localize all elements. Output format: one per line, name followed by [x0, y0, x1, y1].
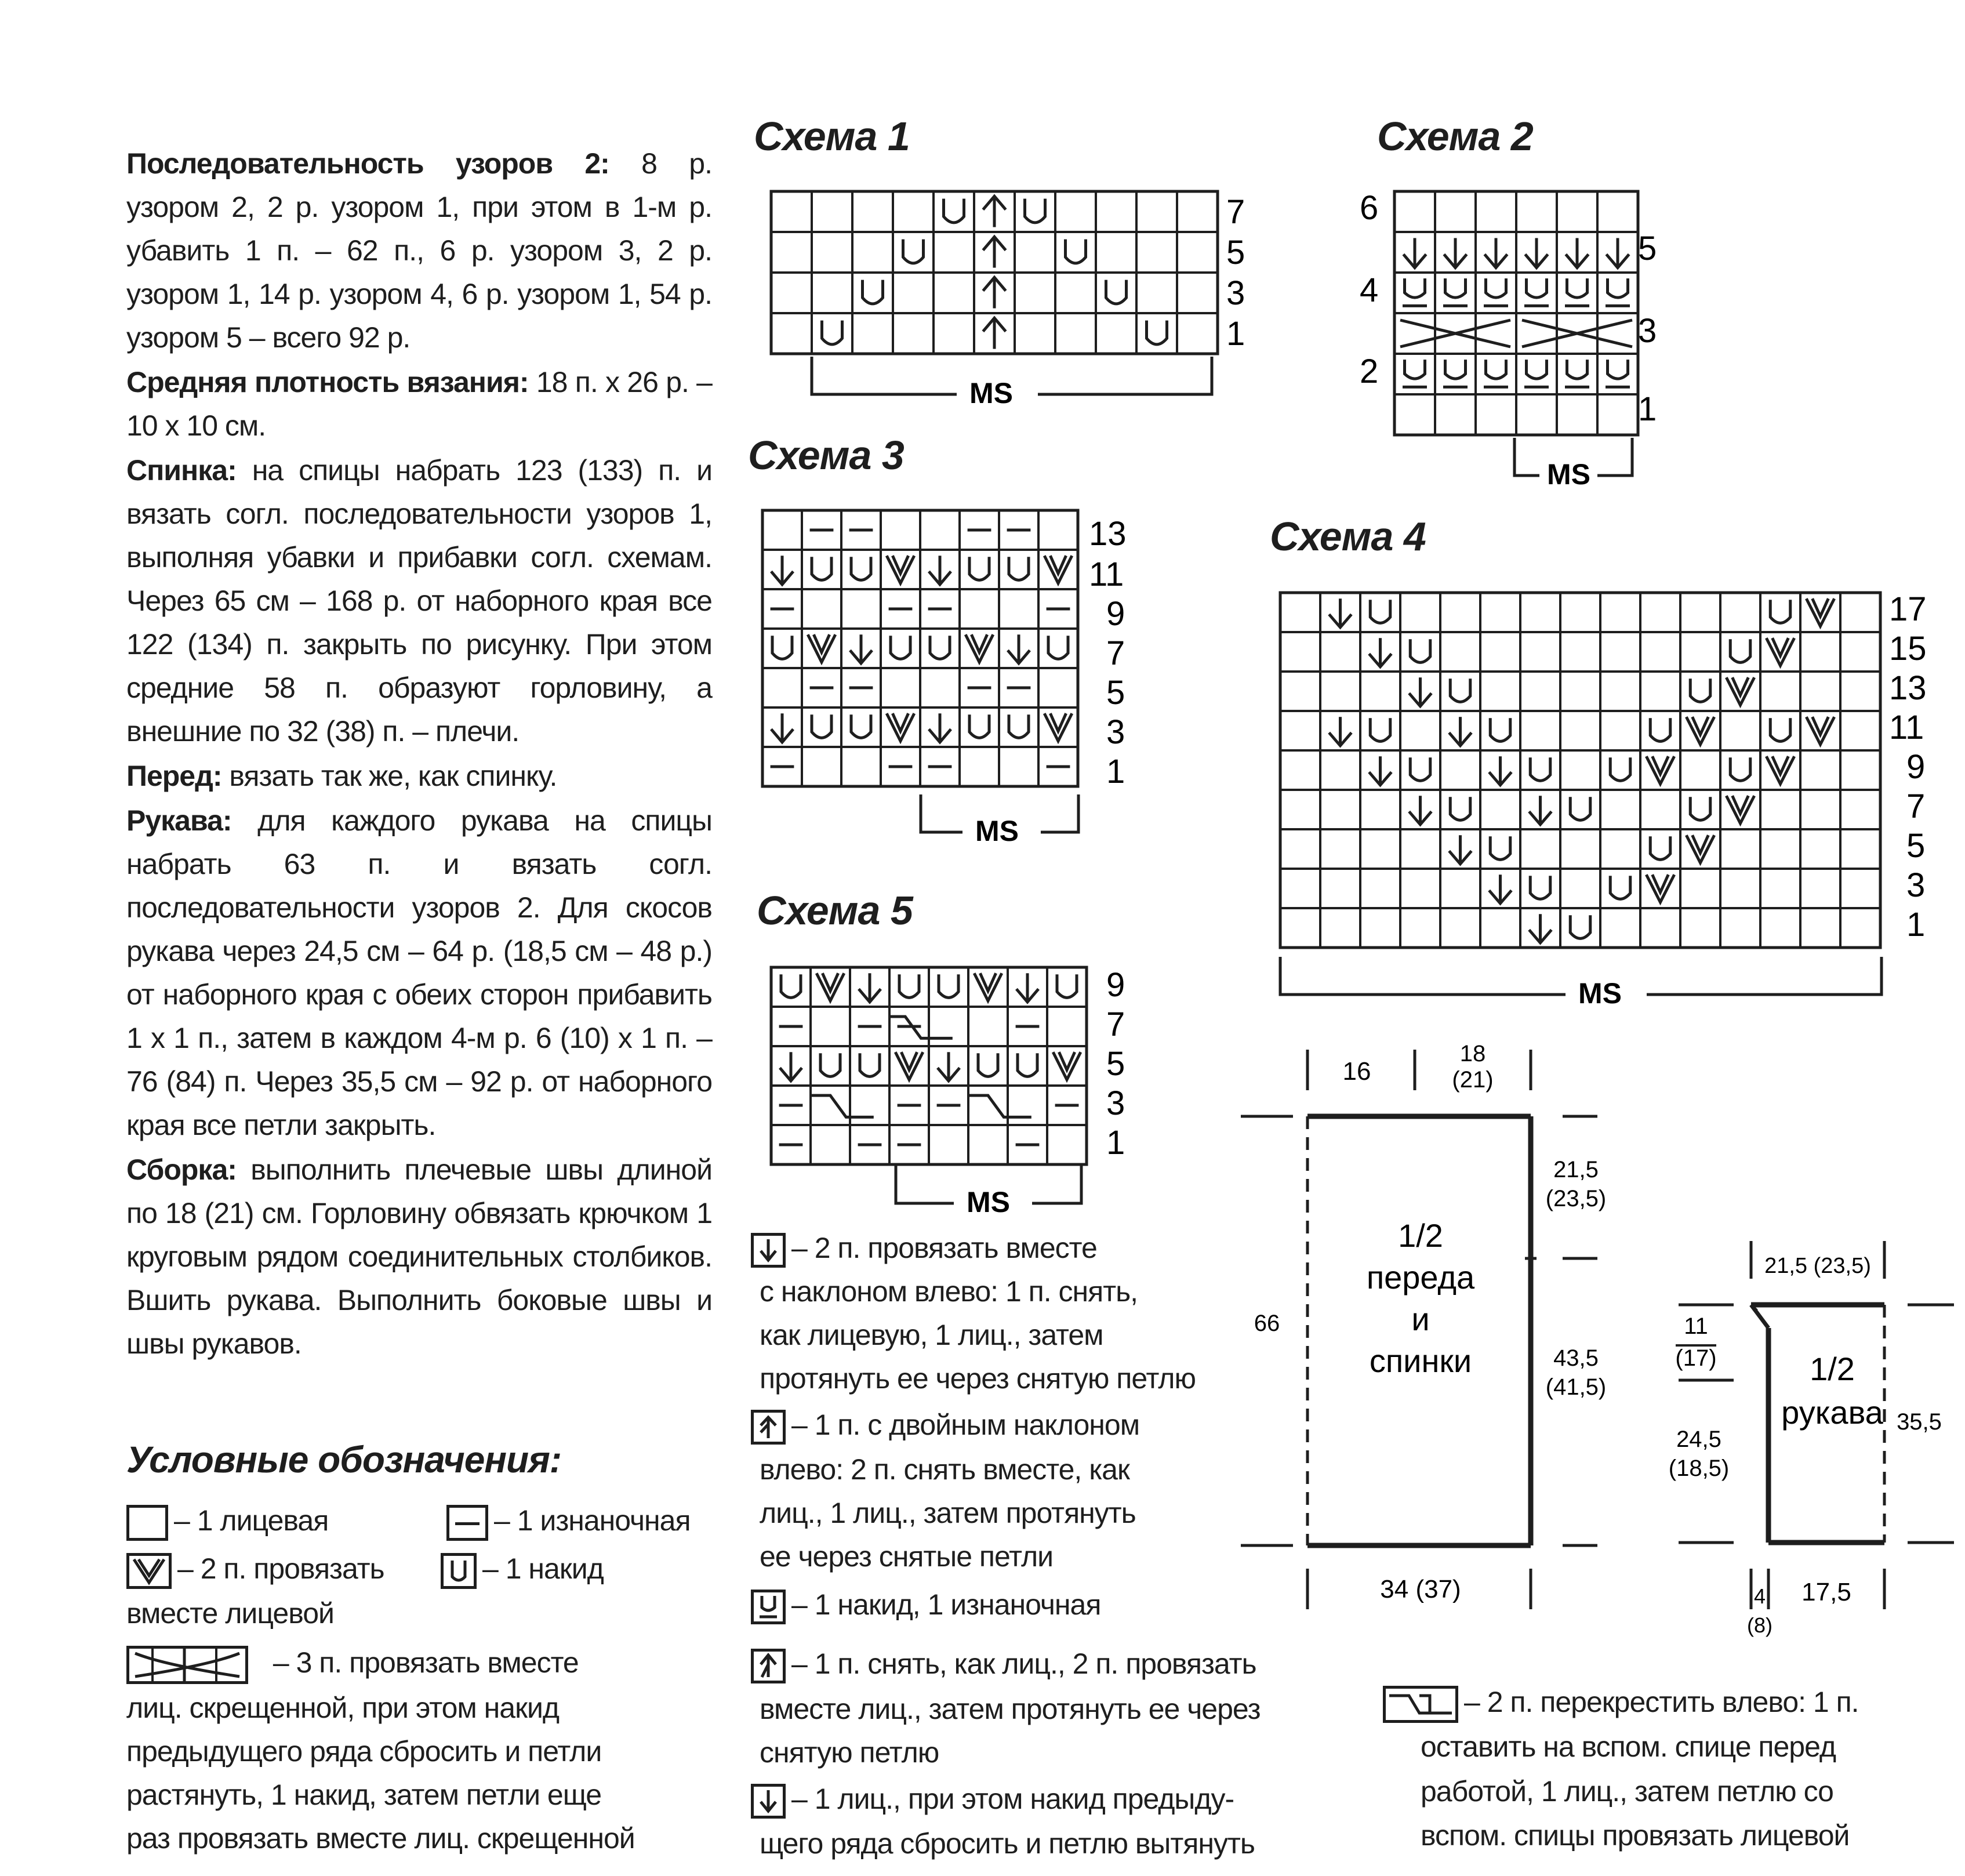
k2tog-stitch-icon: [1726, 677, 1754, 705]
yarn-over-icon: [1009, 714, 1029, 738]
symbol-desc-line: с наклоном влево: 1 п. снять,: [760, 1275, 1138, 1308]
yarn-over-icon: [1057, 974, 1077, 997]
yarn-over-icon: [781, 974, 801, 997]
body-label: переда: [1366, 1259, 1475, 1296]
yarn-over-icon: [1570, 797, 1590, 820]
yarn-over-icon: [978, 1053, 998, 1076]
legend-knit: – 1 лицевая: [126, 1499, 328, 1543]
knit-drop-yo-icon: [751, 1784, 786, 1819]
k2tog-stitch-icon: [1766, 756, 1794, 784]
schema-5-grid: [771, 967, 1087, 1164]
symbol-desc-ssk: – 2 п. провязать вместе: [751, 1227, 1097, 1270]
body-label: и: [1411, 1301, 1430, 1337]
yarn-over-icon: [1730, 757, 1750, 781]
cross-left-icon: [968, 1095, 1031, 1117]
body-label: спинки: [1369, 1342, 1472, 1379]
sleeve-dim-left-bottom: 24,5: [1676, 1427, 1721, 1452]
yarn-over-icon: [1490, 718, 1510, 741]
s4-row: 7: [1906, 788, 1926, 825]
yarn-over-icon: [891, 636, 910, 659]
double-decrease-icon: [983, 277, 1005, 308]
ssk-stitch-icon: [1369, 638, 1392, 667]
symbol-desc-line: влево: 2 п. снять вместе, как: [760, 1453, 1129, 1486]
schema-4-grid: [1280, 593, 1880, 948]
yarn-over-icon: [1650, 718, 1670, 741]
ssk-stitch-icon: [1444, 238, 1466, 268]
s3-row: 11: [1089, 556, 1124, 593]
symbol-desc-line: щего ряда сбросить и петлю вытянуть: [760, 1827, 1255, 1860]
symbol-desc-line: лиц., 1 лиц., затем протянуть: [760, 1497, 1136, 1529]
yarn-over-icon: [899, 974, 919, 997]
yarn-over-icon: [820, 1053, 840, 1076]
yo-purl-icon: [751, 1590, 786, 1624]
ssk-stitch-icon: [1369, 756, 1392, 785]
k3tog-cross-icon: [1400, 320, 1510, 347]
symbol-desc-line: вспом. спицы провязать лицевой: [1421, 1819, 1850, 1852]
s4-row: 9: [1906, 748, 1926, 786]
yarn-over-icon: [812, 557, 831, 580]
ssk-stitch-icon: [929, 556, 951, 585]
ssk-stitch-icon: [1566, 238, 1588, 268]
body-label: 1/2: [1398, 1217, 1443, 1254]
yarn-over-icon: [1486, 278, 1506, 297]
yarn-over-icon: [1770, 600, 1790, 623]
yarn-over-icon: [903, 240, 924, 263]
k2tog-stitch-icon: [887, 713, 914, 741]
ssk-stitch-icon: [1409, 677, 1432, 706]
symbol-desc-line: ее через снятые петли: [760, 1540, 1054, 1573]
ssk-stitch-icon: [780, 1052, 802, 1081]
yarn-over-icon: [1147, 321, 1167, 344]
yarn-over-icon: [1690, 797, 1710, 820]
s1-ms: MS: [969, 377, 1013, 409]
yarn-over-icon: [772, 636, 792, 659]
ssk-stitch-icon: [1529, 796, 1552, 825]
symbol-desc-drop-yo: – 1 лиц., при этом накид предыду-: [751, 1777, 1234, 1821]
yarn-over-icon: [1370, 600, 1390, 623]
k2tog-stitch-icon: [1053, 1052, 1081, 1080]
yarn-over-icon: [1570, 915, 1590, 938]
yarn-over-icon: [1445, 360, 1466, 379]
ssk-stitch-icon: [1606, 238, 1629, 268]
body-dim-height: 66: [1254, 1311, 1280, 1336]
sleeve-dim-height: 35,5: [1897, 1409, 1942, 1435]
yarn-over-icon: [1770, 718, 1790, 741]
body-dim-top-left: 16: [1342, 1057, 1371, 1086]
s3-row: 5: [1106, 674, 1125, 712]
k2tog-stitch-icon: [1726, 796, 1754, 823]
ssk-stitch-icon: [771, 556, 793, 585]
ssk-stitch-icon: [1329, 598, 1352, 627]
instruction-back: Спинка: на спицы набрать 123 (133) п. и вязать согл. последовательности узоров 1, выполняя убавки и прибавки согл. схемам. Через 65 см – 168 р. от наборного края все 122 (134) п. закрыть по рисунку. При этом средние 58 п. образуют горловину, а внешние по 32 (38) п. – плечи.: [126, 454, 712, 748]
ssk-stitch-icon: [1449, 717, 1472, 746]
k2tog-stitch-icon: [974, 973, 1002, 1001]
instruction-sleeves: Рукава: для каждого рукава на спицы набрать 63 п. и вязать согл. последовательности узоров 2. Для скосов рукава через 24,5 см – 64 р. (18,5 см – 48 р.) от наборного края с обеих сторон прибавить 1 х 1 п., затем в каждом 4-м р. 6 (10) х 1 п. – 76 (84) п. Через 35,5 см – 92 р. от наборного края все петли закрыть.: [126, 804, 712, 1141]
legend-title: Условные обозначения:: [126, 1439, 562, 1481]
instruction-assembly: Сборка: выполнить плечевые швы длиной по 18 (21) см. Горловину обвязать крючком 1 круговым рядом соединительных столбиков. Вшить рукава. Выполнить боковые швы и швы рукавов.: [126, 1153, 712, 1360]
symbol-desc-yo-purl: – 1 накид, 1 изнаночная: [751, 1583, 1100, 1627]
symbol-desc-line: протянуть ее через снятую петлю: [760, 1362, 1196, 1395]
s2-ms: MS: [1547, 458, 1590, 491]
s5-ms: MS: [967, 1186, 1010, 1218]
yarn-over-icon: [1025, 199, 1045, 223]
yarn-over-icon: [1410, 639, 1430, 662]
yarn-over-icon: [1608, 360, 1628, 379]
s2-row-left: 4: [1360, 271, 1379, 309]
k2tog-stitch-icon: [887, 556, 914, 583]
schema-1-title: Схема 1: [754, 114, 910, 159]
ssk-stitch-icon: [1489, 875, 1512, 903]
k2tog-stitch-icon: [1766, 638, 1794, 666]
yarn-over-icon: [969, 714, 989, 738]
double-decrease-icon: [983, 196, 1005, 227]
ssk-stitch-icon: [1529, 914, 1552, 943]
sleeve-dim-left-top: 11: [1684, 1313, 1708, 1339]
symbol-desc-line: работой, 1 лиц., затем петлю со: [1421, 1775, 1833, 1808]
s2-row-right: 5: [1638, 230, 1657, 267]
s3-row: 1: [1106, 753, 1125, 790]
legend-k3tog-line: раз провязать вместе лиц. скрещенной: [126, 1822, 635, 1855]
yarn-over-icon: [1410, 757, 1430, 781]
yarn-over-icon: [1610, 757, 1630, 781]
yarn-over-icon: [851, 557, 871, 580]
schema-2-title: Схема 2: [1377, 114, 1533, 159]
legend-k2tog: – 2 п. провязать: [126, 1547, 384, 1591]
ssk-stitch-icon: [1008, 634, 1030, 663]
s4-row: 1: [1906, 906, 1926, 944]
s4-row: 13: [1889, 669, 1927, 707]
cross-left-icon: [1383, 1686, 1458, 1723]
yarn-over-icon: [1650, 836, 1670, 859]
sleeve-dim-top: 21,5 (23,5): [1764, 1254, 1871, 1278]
yarn-over-icon: [1730, 639, 1750, 662]
k2tog-stitch-icon: [1686, 717, 1714, 745]
sleeve-dim-bottom-left: 4: [1753, 1584, 1766, 1608]
ssk-stitch-icon: [1484, 238, 1507, 268]
yarn-over-icon: [822, 321, 842, 344]
s3-row: 13: [1089, 515, 1127, 553]
sleeve-dim-left-bottom: (18,5): [1668, 1456, 1730, 1481]
yarn-over-icon: [1486, 360, 1506, 379]
yarn-over-icon: [1530, 876, 1550, 899]
yarn-over-icon: [969, 557, 989, 580]
legend-k3tog-line: лиц. скрещенной, при этом накид: [126, 1692, 560, 1724]
k2tog-stitch-icon: [1806, 717, 1834, 745]
schema-3-title: Схема 3: [748, 433, 904, 478]
double-decrease-icon: [751, 1410, 786, 1445]
schema-2-grid: [1394, 191, 1638, 435]
s3-row: 7: [1106, 634, 1125, 672]
ssk-stitch-icon: [1016, 973, 1038, 1002]
legend-yo: – 1 накид: [441, 1547, 604, 1591]
ssk-stitch-icon: [938, 1052, 960, 1081]
s4-row: 17: [1889, 590, 1927, 628]
k2tog-stitch-icon: [965, 634, 993, 662]
yarn-over-icon: [1106, 280, 1127, 304]
yarn-over-icon: [1527, 278, 1547, 297]
double-decrease-icon: [983, 318, 1005, 349]
ssk-stitch-icon: [771, 713, 793, 742]
instruction-front: Перед: вязать так же, как спинку.: [126, 760, 557, 792]
ssk-stitch-icon: [1409, 796, 1432, 825]
yarn-over-icon: [1608, 278, 1628, 297]
symbol-desc-line: снятую петлю: [760, 1736, 939, 1769]
ssk-stitch-icon: [929, 713, 951, 742]
yarn-over-icon: [1527, 360, 1547, 379]
s4-row: 15: [1889, 630, 1927, 667]
sk2p-stitch-icon: [751, 1649, 786, 1683]
yarn-over-icon: [1567, 360, 1588, 379]
body-dim-right-top: 21,5: [1553, 1157, 1599, 1182]
k2tog-stitch-icon: [895, 1052, 923, 1080]
yarn-over-icon: [851, 714, 871, 738]
yarn-over-icon: [1405, 360, 1425, 379]
ssk-stitch-icon: [751, 1233, 786, 1268]
instruction-sequence: Последовательность узоров 2: 8 р. узором 2, 2 р. узором 1, при этом в 1-м р. убавить 1 п. – 62 п., 6 р. узором 3, 2 р. узором 1, 14 р. узором 4, 6 р. узором 1, 54 р. узором 5 – всего 92 р.: [126, 147, 712, 354]
s1-row: 5: [1226, 234, 1245, 271]
k2tog-stitch-icon: [808, 634, 836, 662]
yarn-over-icon: [1450, 797, 1470, 820]
legend-k3tog-line: предыдущего ряда сбросить и петли: [126, 1735, 602, 1768]
s2-row-left: 6: [1360, 189, 1379, 227]
legend-purl: – 1 изнаночная: [446, 1499, 691, 1543]
yarn-over-icon: [939, 974, 958, 997]
schema-4-title: Схема 4: [1270, 514, 1426, 559]
ssk-stitch-icon: [1403, 238, 1426, 268]
instruction-gauge: Средняя плотность вязания: 18 п. х 26 р. – 10 х 10 см.: [126, 366, 712, 442]
yarn-over-icon: [1530, 757, 1550, 781]
yarn-over-icon: [812, 714, 831, 738]
k2tog-stitch-icon: [1044, 556, 1072, 583]
yarn-over-icon: [1450, 678, 1470, 702]
s4-ms: MS: [1578, 977, 1622, 1010]
ssk-stitch-icon: [1449, 835, 1472, 864]
ssk-stitch-icon: [850, 634, 872, 663]
body-dim-right-bottom: (41,5): [1545, 1374, 1607, 1400]
s4-row: 5: [1906, 827, 1926, 865]
symbol-desc-sk2p: – 1 п. снять, как лиц., 2 п. провязать: [751, 1642, 1256, 1686]
schema-1-grid: [771, 191, 1218, 354]
schema-3-grid: [762, 510, 1078, 786]
yarn-over-icon: [1567, 278, 1588, 297]
s5-row: 9: [1106, 966, 1125, 1004]
yarn-over-icon: [1009, 557, 1029, 580]
legend-k3tog-line: растянуть, 1 накид, затем петли еще: [126, 1779, 602, 1811]
s4-row: 11: [1889, 709, 1924, 746]
yarn-over-icon: [1066, 240, 1086, 263]
ssk-stitch-icon: [1489, 756, 1512, 785]
ssk-stitch-icon: [1525, 238, 1548, 268]
sleeve-dim-left-top: (17): [1675, 1345, 1717, 1371]
s2-row-right: 1: [1638, 390, 1657, 428]
yarn-over-icon: [1405, 278, 1425, 297]
s1-row: 3: [1226, 274, 1245, 312]
body-dim-top-right: 18: [1459, 1041, 1486, 1066]
s4-row: 3: [1906, 866, 1926, 904]
yarn-over-icon: [944, 199, 964, 223]
legend-k2tog-b: вместе лицевой: [126, 1597, 334, 1630]
sleeve-dim-bottom-left: (8): [1747, 1613, 1773, 1637]
symbol-desc-double-dec: – 1 п. с двойным наклоном: [751, 1403, 1139, 1447]
s1-row: 7: [1226, 193, 1245, 231]
double-decrease-icon: [983, 237, 1005, 267]
symbol-desc-line: как лицевую, 1 лиц., затем: [760, 1319, 1103, 1351]
cross-left-icon: [811, 1095, 874, 1117]
symbol-desc-line: оставить на вспом. спице перед: [1421, 1730, 1836, 1763]
body-dim-right-top: (23,5): [1545, 1186, 1607, 1211]
schema-5-title: Схема 5: [757, 888, 913, 933]
body-dim-right-bottom: 43,5: [1553, 1345, 1599, 1371]
s3-row: 3: [1106, 713, 1125, 751]
yarn-over-icon: [1610, 876, 1630, 899]
yarn-over-icon: [1690, 678, 1710, 702]
symbol-desc-line: вместе лиц., затем протянуть ее через: [760, 1693, 1261, 1725]
s5-row: 7: [1106, 1006, 1125, 1043]
s5-row: 3: [1106, 1084, 1125, 1122]
yarn-over-icon: [863, 280, 883, 304]
s5-row: 5: [1106, 1045, 1125, 1083]
yarn-over-icon: [860, 1053, 880, 1076]
k2tog-stitch-icon: [1044, 713, 1072, 741]
s5-row: 1: [1106, 1124, 1125, 1162]
body-dim-top-right: (21): [1452, 1067, 1494, 1093]
yarn-over-icon: [930, 636, 950, 659]
sleeve-label: 1/2: [1810, 1351, 1855, 1387]
body-dim-bottom: 34 (37): [1380, 1575, 1461, 1603]
s1-row: 1: [1226, 315, 1245, 353]
yarn-over-icon: [1048, 636, 1068, 659]
k2tog-stitch-icon: [1646, 875, 1674, 902]
sleeve-dim-bottom: 17,5: [1801, 1578, 1851, 1606]
k2tog-stitch-icon: [1806, 598, 1834, 626]
k2tog-stitch-icon: [1686, 835, 1714, 863]
s2-row-right: 3: [1638, 312, 1657, 350]
ssk-stitch-icon: [859, 973, 881, 1002]
yarn-over-icon: [1445, 278, 1466, 297]
s2-row-left: 2: [1360, 353, 1379, 390]
s3-row: 9: [1106, 595, 1125, 633]
legend-k3tog: – 3 п. провязать вместе: [126, 1641, 579, 1685]
s3-ms: MS: [975, 815, 1019, 847]
k2tog-stitch-icon: [816, 973, 844, 1001]
k2tog-stitch-icon: [1646, 756, 1674, 784]
yarn-over-icon: [1018, 1053, 1037, 1076]
symbol-desc-cross-left: – 2 п. перекрестить влево: 1 п.: [1383, 1681, 1859, 1724]
sleeve-label: рукава: [1781, 1394, 1883, 1431]
yarn-over-icon: [1490, 836, 1510, 859]
k3tog-cross-icon: [1522, 320, 1632, 347]
ssk-stitch-icon: [1329, 717, 1352, 746]
yarn-over-icon: [1370, 718, 1390, 741]
